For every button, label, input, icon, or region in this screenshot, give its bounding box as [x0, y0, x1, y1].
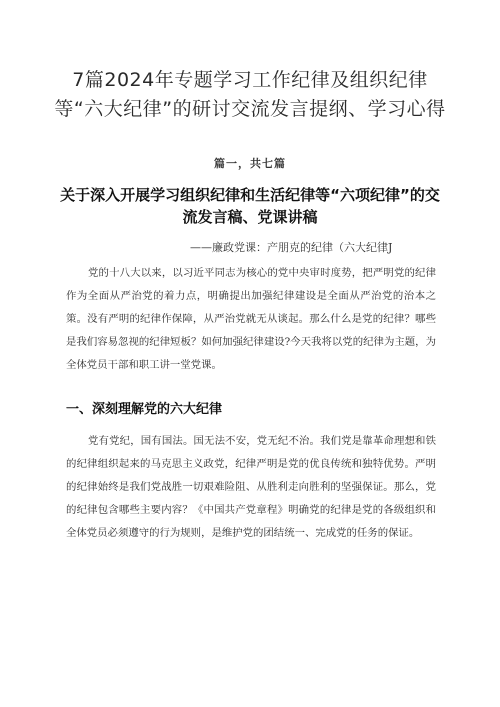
- article-title: 关于深入开展学习组织纪律和生活纪律等“六项纪律”的交流发言稿、党课讲稿: [60, 186, 440, 226]
- paragraph-section-1: 党有党纪，国有国法。国无法不安，党无纪不治。我们党是靠革命理想和铁的纪律组织起来的马克思主义政党，纪律严明是党的优良传统和独特优势。严明的纪律始终是我们党战胜一切艰难险阻、从胜利走向胜利的坚强保证。那么，党的纪律包含哪些主要内容？《中国共产党章程》明确党的纪律是党的各级组织和全体党员必须遵守的行为规则，是维护党的团结统一、完成党的任务的保证。: [66, 435, 436, 539]
- paragraph-intro: 党的十八大以来，以习近平同志为核心的党中央审时度势，把严明党的纪律作为全面从严治党的着力点，明确提出加强纪律建设是全面从严治党的治本之策。没有严明的纪律作保障，从严治党就无从谈起。那么什么是党的纪律？哪些是我们容易忽视的纪律短板？如何加强纪律建设?今天我将以党的纪律为主题，为全体党员干部和职工讲一堂党课。: [66, 267, 436, 371]
- document-title: 7篇2024年专题学习工作纪律及组织纪律等“六大纪律”的研讨交流发言提纲、学习心得: [54, 69, 446, 120]
- part-label: 篇一，共七篇: [214, 157, 286, 170]
- article-subtitle: ——廉政党课：产朋克的纪律（六大纪律J: [190, 241, 393, 254]
- section-heading: 一、深刻理解党的六大纪律: [66, 402, 223, 417]
